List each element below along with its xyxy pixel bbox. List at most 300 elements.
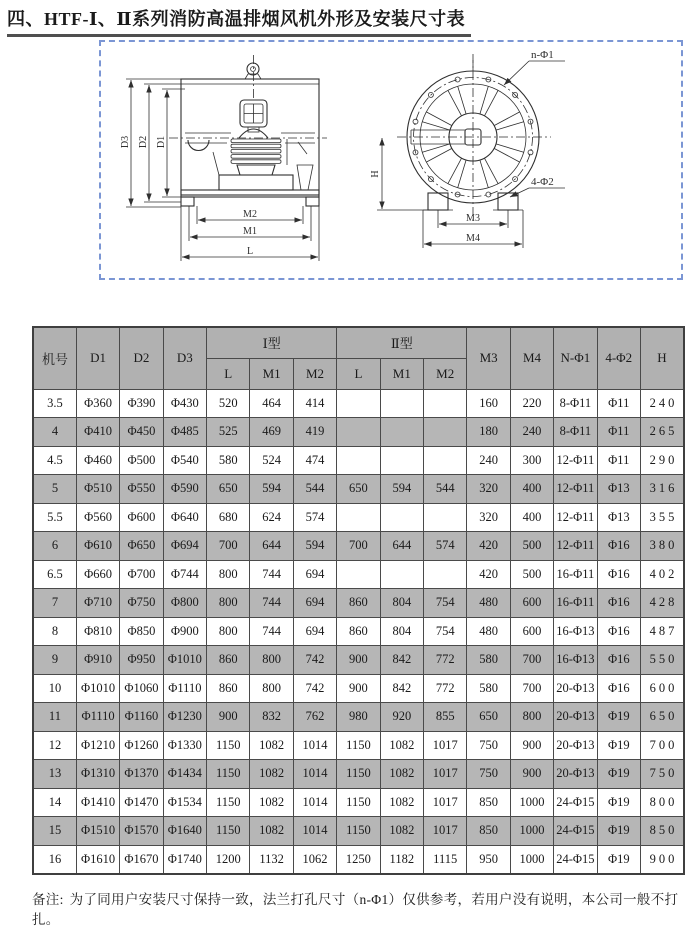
table-cell: 544: [424, 475, 467, 504]
table-cell: 762: [293, 703, 336, 732]
table-row: [33, 617, 684, 646]
table-cell: 500: [510, 532, 553, 561]
table-cell: Φ13: [597, 503, 640, 532]
table-cell: 550: [640, 646, 684, 675]
table-cell: 800: [250, 646, 293, 675]
table-cell: Φ560: [76, 503, 119, 532]
col-group-type2: Ⅱ型: [337, 327, 467, 359]
table-cell: 320: [467, 503, 510, 532]
table-cell: 850: [467, 817, 510, 846]
table-cell: 850: [467, 788, 510, 817]
title-bar: [0, 0, 700, 37]
table-cell: 842: [380, 646, 423, 675]
table-cell: 772: [424, 646, 467, 675]
table-cell: 3.5: [33, 389, 76, 418]
table-cell: 742: [293, 674, 336, 703]
table-cell: 480: [467, 589, 510, 618]
table-cell: Φ485: [163, 418, 206, 447]
table-cell: 380: [640, 532, 684, 561]
table-cell: 1014: [293, 788, 336, 817]
table-cell: 900: [207, 703, 250, 732]
table-cell: 1082: [250, 731, 293, 760]
col-header-h: H: [640, 327, 684, 390]
col-header-d2: D2: [120, 327, 163, 390]
table-cell: 1250: [337, 845, 380, 874]
table-cell: 980: [337, 703, 380, 732]
table-cell: Φ1160: [120, 703, 163, 732]
table-cell: 1017: [424, 817, 467, 846]
table-cell: 1017: [424, 760, 467, 789]
table-cell: 400: [510, 475, 553, 504]
table-cell: [380, 418, 423, 447]
table-cell: 700: [510, 646, 553, 675]
table-cell: [337, 503, 380, 532]
foot-holes-label: 4-Φ2: [531, 175, 554, 188]
table-cell: 700: [337, 532, 380, 561]
table-cell: Φ11: [597, 418, 640, 447]
table-cell: 1000: [510, 845, 553, 874]
col-header-type1-m2: M2: [293, 358, 336, 389]
table-cell: [337, 560, 380, 589]
table-cell: Φ450: [120, 418, 163, 447]
table-cell: 8: [33, 617, 76, 646]
table-cell: 480: [467, 617, 510, 646]
table-cell: 600: [510, 617, 553, 646]
table-cell: 754: [424, 589, 467, 618]
dimension-label-m4: M4: [466, 232, 480, 244]
table-cell: 750: [640, 760, 684, 789]
fan-side-view: [120, 55, 327, 261]
table-cell: 316: [640, 475, 684, 504]
table-cell: 744: [250, 589, 293, 618]
table-cell: [337, 389, 380, 418]
table-cell: 680: [207, 503, 250, 532]
table-cell: Φ11: [597, 446, 640, 475]
table-cell: Φ410: [76, 418, 119, 447]
col-header-m3: M3: [467, 327, 510, 390]
table-cell: 600: [640, 674, 684, 703]
table-cell: 1000: [510, 817, 553, 846]
table-cell: 9: [33, 646, 76, 675]
table-cell: 900: [510, 731, 553, 760]
table-cell: 160: [467, 389, 510, 418]
table-cell: 700: [207, 532, 250, 561]
table-cell: 860: [337, 589, 380, 618]
table-cell: 8-Φ11: [554, 418, 597, 447]
table-cell: 24-Φ15: [554, 788, 597, 817]
table-cell: 1082: [250, 760, 293, 789]
dimension-label-d1: D1: [156, 135, 167, 148]
table-cell: 16-Φ13: [554, 646, 597, 675]
table-cell: 624: [250, 503, 293, 532]
table-cell: Φ500: [120, 446, 163, 475]
table-cell: Φ850: [120, 617, 163, 646]
table-cell: 842: [380, 674, 423, 703]
table-cell: 16-Φ11: [554, 560, 597, 589]
table-row: [33, 731, 684, 760]
table-cell: Φ1370: [120, 760, 163, 789]
table-cell: Φ600: [120, 503, 163, 532]
table-cell: 240: [510, 418, 553, 447]
table-cell: 4: [33, 418, 76, 447]
table-cell: 300: [510, 446, 553, 475]
table-cell: 644: [250, 532, 293, 561]
table-cell: 1150: [207, 788, 250, 817]
table-cell: 6.5: [33, 560, 76, 589]
flange-holes-label: n-Φ1: [531, 48, 554, 61]
table-cell: 580: [207, 446, 250, 475]
table-row: [33, 703, 684, 732]
table-cell: 1017: [424, 731, 467, 760]
table-cell: Φ19: [597, 731, 640, 760]
table-cell: Φ744: [163, 560, 206, 589]
table-cell: 320: [467, 475, 510, 504]
table-cell: 469: [250, 418, 293, 447]
table-cell: Φ16: [597, 589, 640, 618]
table-cell: Φ390: [120, 389, 163, 418]
table-cell: 644: [380, 532, 423, 561]
table-cell: Φ16: [597, 560, 640, 589]
table-cell: 1150: [207, 817, 250, 846]
table-cell: 1150: [337, 760, 380, 789]
table-row: [33, 418, 684, 447]
table-cell: 650: [467, 703, 510, 732]
table-header: [33, 327, 684, 390]
table-cell: Φ800: [163, 589, 206, 618]
table-cell: [380, 389, 423, 418]
table-cell: 544: [293, 475, 336, 504]
table-cell: Φ19: [597, 760, 640, 789]
table-cell: Φ1570: [120, 817, 163, 846]
table-cell: 5.5: [33, 503, 76, 532]
table-cell: 180: [467, 418, 510, 447]
table-cell: 14: [33, 788, 76, 817]
table-cell: 524: [250, 446, 293, 475]
table-cell: 1115: [424, 845, 467, 874]
table-cell: Φ610: [76, 532, 119, 561]
table-cell: 804: [380, 617, 423, 646]
table-cell: Φ19: [597, 845, 640, 874]
table-cell: 800: [640, 788, 684, 817]
footnote-label: 备注:: [32, 892, 64, 908]
table-cell: 240: [467, 446, 510, 475]
table-cell: 402: [640, 560, 684, 589]
table-cell: Φ650: [120, 532, 163, 561]
footnote: [32, 888, 700, 928]
table-cell: Φ1210: [76, 731, 119, 760]
table-cell: 742: [293, 646, 336, 675]
table-cell: 1150: [337, 731, 380, 760]
table-cell: 594: [380, 475, 423, 504]
col-header-m4: M4: [510, 327, 553, 390]
table-cell: 594: [250, 475, 293, 504]
dimension-label-m3: M3: [466, 212, 480, 224]
table-cell: Φ510: [76, 475, 119, 504]
table-cell: 860: [207, 646, 250, 675]
table-cell: 6: [33, 532, 76, 561]
table-cell: Φ1010: [76, 674, 119, 703]
table-cell: 1014: [293, 760, 336, 789]
table-cell: 650: [640, 703, 684, 732]
table-cell: Φ11: [597, 389, 640, 418]
table-cell: Φ1640: [163, 817, 206, 846]
table-cell: Φ1060: [120, 674, 163, 703]
table-cell: 20-Φ13: [554, 674, 597, 703]
table-cell: Φ694: [163, 532, 206, 561]
table-cell: 650: [207, 475, 250, 504]
table-cell: Φ16: [597, 617, 640, 646]
table-row: [33, 817, 684, 846]
table-cell: Φ910: [76, 646, 119, 675]
table-cell: 900: [337, 646, 380, 675]
table-cell: 1014: [293, 817, 336, 846]
table-cell: 832: [250, 703, 293, 732]
table-cell: 290: [640, 446, 684, 475]
table-cell: 1182: [380, 845, 423, 874]
col-header-d3: D3: [163, 327, 206, 390]
table-cell: 5: [33, 475, 76, 504]
fan-front-view: [370, 49, 565, 248]
table-cell: Φ540: [163, 446, 206, 475]
table-cell: 420: [467, 532, 510, 561]
table-cell: 24-Φ15: [554, 845, 597, 874]
dimension-label-m2-side: M2: [243, 208, 257, 220]
table-row: [33, 760, 684, 789]
dimension-label-h: H: [370, 170, 381, 178]
table-cell: 574: [424, 532, 467, 561]
fan-dimension-drawing: [101, 42, 681, 278]
table-cell: 1082: [250, 788, 293, 817]
table-cell: 772: [424, 674, 467, 703]
table-cell: 428: [640, 589, 684, 618]
table-row: [33, 389, 684, 418]
page-title: 四、HTF-Ⅰ、Ⅱ系列消防高温排烟风机外形及安装尺寸表: [7, 9, 471, 37]
table-cell: 580: [467, 674, 510, 703]
col-header-type2-m2: M2: [424, 358, 467, 389]
table-cell: 1082: [380, 817, 423, 846]
table-body: [33, 389, 684, 874]
table-cell: 920: [380, 703, 423, 732]
table-cell: 750: [467, 731, 510, 760]
table-cell: 240: [640, 389, 684, 418]
table-cell: 464: [250, 389, 293, 418]
table-cell: Φ640: [163, 503, 206, 532]
table-cell: 12-Φ11: [554, 446, 597, 475]
table-cell: 4.5: [33, 446, 76, 475]
table-cell: 414: [293, 389, 336, 418]
table-cell: 750: [467, 760, 510, 789]
table-cell: 1200: [207, 845, 250, 874]
table-cell: Φ16: [597, 646, 640, 675]
table-cell: 1150: [337, 817, 380, 846]
table-cell: 500: [510, 560, 553, 589]
table-cell: 16-Φ13: [554, 617, 597, 646]
table-cell: Φ1740: [163, 845, 206, 874]
footnote-text: 为了同用户安装尺寸保持一致，法兰打孔尺寸（n-Φ1）仅供参考，若用户没有说明，本公司一般不打扎。: [32, 892, 679, 928]
col-header-4-phi2: 4-Φ2: [597, 327, 640, 390]
table-cell: Φ430: [163, 389, 206, 418]
table-cell: 520: [207, 389, 250, 418]
table-cell: Φ1510: [76, 817, 119, 846]
table-cell: [337, 418, 380, 447]
table-cell: 594: [293, 532, 336, 561]
table-cell: 12-Φ11: [554, 532, 597, 561]
table-cell: Φ1470: [120, 788, 163, 817]
table-cell: 11: [33, 703, 76, 732]
table-cell: 754: [424, 617, 467, 646]
table-cell: Φ750: [120, 589, 163, 618]
table-cell: 1082: [380, 760, 423, 789]
table-cell: Φ660: [76, 560, 119, 589]
table-cell: Φ700: [120, 560, 163, 589]
table-row: [33, 503, 684, 532]
table-cell: 355: [640, 503, 684, 532]
table-row: [33, 589, 684, 618]
table-cell: [424, 446, 467, 475]
dimension-label-l: L: [246, 245, 254, 257]
table-cell: Φ1260: [120, 731, 163, 760]
table-cell: 24-Φ15: [554, 817, 597, 846]
table-cell: Φ950: [120, 646, 163, 675]
table-cell: Φ590: [163, 475, 206, 504]
table-cell: Φ1230: [163, 703, 206, 732]
table-cell: Φ13: [597, 475, 640, 504]
table-cell: 1000: [510, 788, 553, 817]
table-cell: 850: [640, 817, 684, 846]
dimension-label-d3: D3: [120, 135, 131, 148]
table-cell: [380, 446, 423, 475]
table-row: [33, 475, 684, 504]
table-cell: 650: [337, 475, 380, 504]
table-cell: [424, 560, 467, 589]
table-cell: 800: [207, 589, 250, 618]
technical-drawing-panel: [99, 40, 683, 280]
table-cell: 8-Φ11: [554, 389, 597, 418]
table-cell: 16-Φ11: [554, 589, 597, 618]
col-header-jihao: 机号: [33, 327, 76, 390]
table-cell: 10: [33, 674, 76, 703]
table-cell: 1082: [380, 788, 423, 817]
table-cell: 950: [467, 845, 510, 874]
table-cell: 900: [337, 674, 380, 703]
table-cell: Φ1310: [76, 760, 119, 789]
table-cell: 12-Φ11: [554, 503, 597, 532]
table-cell: [424, 418, 467, 447]
table-cell: Φ1110: [163, 674, 206, 703]
table-cell: 474: [293, 446, 336, 475]
col-header-n-phi1: N-Φ1: [554, 327, 597, 390]
table-cell: [380, 560, 423, 589]
table-cell: 574: [293, 503, 336, 532]
table-cell: 1150: [337, 788, 380, 817]
table-cell: 20-Φ13: [554, 703, 597, 732]
table-row: [33, 845, 684, 874]
table-cell: Φ19: [597, 703, 640, 732]
table-cell: 16: [33, 845, 76, 874]
table-cell: 15: [33, 817, 76, 846]
table-cell: 487: [640, 617, 684, 646]
table-cell: 800: [207, 560, 250, 589]
table-cell: 20-Φ13: [554, 731, 597, 760]
table-cell: 700: [510, 674, 553, 703]
table-row: [33, 560, 684, 589]
table-cell: 900: [640, 845, 684, 874]
table-cell: Φ710: [76, 589, 119, 618]
table-cell: Φ16: [597, 532, 640, 561]
table-cell: Φ900: [163, 617, 206, 646]
dimensions-table: [32, 326, 685, 876]
table-cell: 860: [337, 617, 380, 646]
dimension-label-d2: D2: [138, 135, 149, 148]
table-cell: Φ1610: [76, 845, 119, 874]
table-cell: 12: [33, 731, 76, 760]
table-cell: 600: [510, 589, 553, 618]
table-cell: 400: [510, 503, 553, 532]
table-cell: 860: [207, 674, 250, 703]
table-cell: 744: [250, 560, 293, 589]
table-cell: 20-Φ13: [554, 760, 597, 789]
table-cell: 7: [33, 589, 76, 618]
table-cell: 12-Φ11: [554, 475, 597, 504]
table-row: [33, 674, 684, 703]
table-cell: 580: [467, 646, 510, 675]
table-cell: 900: [510, 760, 553, 789]
table-cell: 1014: [293, 731, 336, 760]
table-cell: Φ16: [597, 674, 640, 703]
table-cell: 800: [510, 703, 553, 732]
table-cell: [337, 446, 380, 475]
table-cell: 694: [293, 617, 336, 646]
table-cell: Φ1010: [163, 646, 206, 675]
table-cell: 800: [250, 674, 293, 703]
table-cell: 220: [510, 389, 553, 418]
table-row: [33, 788, 684, 817]
table-cell: Φ550: [120, 475, 163, 504]
table-cell: 1150: [207, 760, 250, 789]
table-cell: 525: [207, 418, 250, 447]
table-cell: 800: [207, 617, 250, 646]
col-header-type1-m1: M1: [250, 358, 293, 389]
table-cell: Φ1330: [163, 731, 206, 760]
table-cell: Φ1434: [163, 760, 206, 789]
table-cell: [424, 389, 467, 418]
col-header-type1-l: L: [207, 358, 250, 389]
table-cell: 1150: [207, 731, 250, 760]
table-cell: Φ19: [597, 788, 640, 817]
dimension-label-m1-side: M1: [243, 225, 257, 237]
table-cell: Φ1670: [120, 845, 163, 874]
table-cell: [380, 503, 423, 532]
table-cell: 694: [293, 560, 336, 589]
table-cell: 1082: [380, 731, 423, 760]
table-cell: 1017: [424, 788, 467, 817]
table-cell: 420: [467, 560, 510, 589]
table-cell: 265: [640, 418, 684, 447]
col-group-type1: Ⅰ型: [207, 327, 337, 359]
table-row: [33, 446, 684, 475]
table-cell: 419: [293, 418, 336, 447]
table-cell: Φ19: [597, 817, 640, 846]
table-cell: 1062: [293, 845, 336, 874]
table-cell: 804: [380, 589, 423, 618]
table-cell: 700: [640, 731, 684, 760]
table-cell: 855: [424, 703, 467, 732]
table-cell: 694: [293, 589, 336, 618]
table-cell: Φ1410: [76, 788, 119, 817]
table-cell: Φ460: [76, 446, 119, 475]
table-cell: 13: [33, 760, 76, 789]
col-header-d1: D1: [76, 327, 119, 390]
